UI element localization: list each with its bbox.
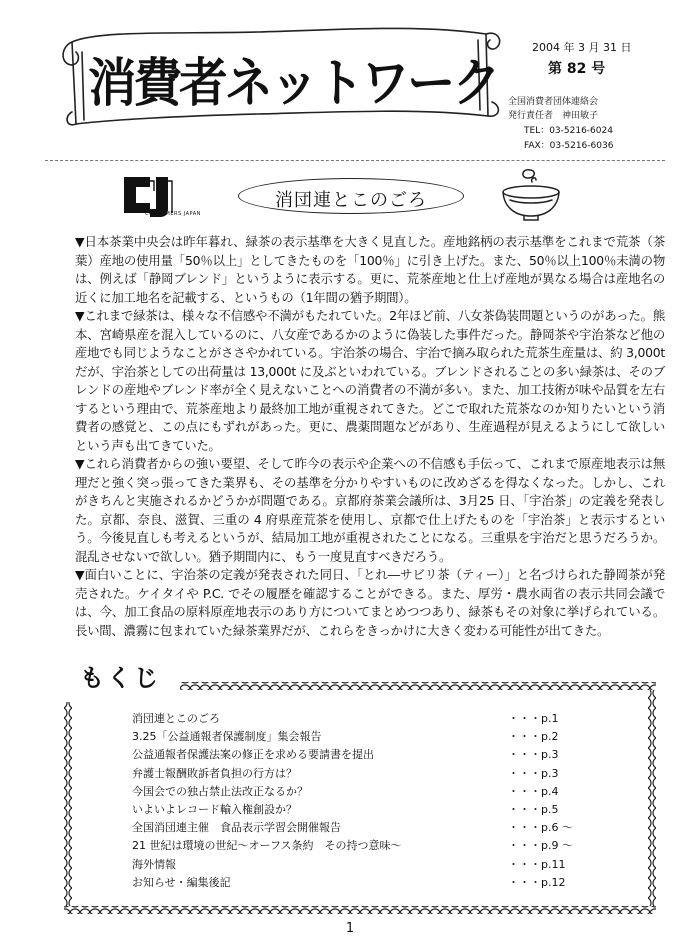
toc-item-title: 21 世紀は環境の世紀～オーフス条約 その持つ意味～ [132, 839, 402, 853]
toc-item-title: 3.25「公益通報者保護制度」集会報告 [132, 730, 322, 744]
page-number: 1 [345, 921, 355, 936]
organization-name: 全国消費者団体連絡会 [508, 97, 599, 107]
toc-item-title: 公益通報者保護法案の修正を求める要請書を提出 [132, 748, 374, 762]
telephone: TEL：03-5216-6024 [524, 126, 613, 136]
article-paragraph: ▼面白いことに、宇治茶の定義が発表された同日、「とれ―サビリ茶（ティー）」と名づけられた静岡茶が発売された。ケイタイや P.C. でその履歴を確認することができる。また、厚労・農水両省の表示共同会議では、今、加工食品の原料原産地表示のあり方についてまとめつつあり、緑茶もその対象に挙げられている。長い間、濃霧に包まれていた緑茶業界だが、これらをきっかけに大きく変わる可能性が出てきた。 [75, 567, 665, 638]
toc-item-title: お知らせ・編集後記 [132, 875, 231, 889]
toc-item-page: ・・・p.1 [508, 712, 559, 725]
article-paragraph: ▼日本茶業中央会は昨年暮れ、緑茶の表示基準を大きく見直した。産地銘柄の表示基準をこれまで荒茶（茶葉）産地の使用量「50％以上」としてきたものを「100％」に引き上げた。また、50％以上100％未満の物は、例えば「静岡ブレンド」というように表示する。更に、荒茶産地と仕上げ産地が異なる場合は産地名の近くに加工地名を記載する、というもの（1年間の猶予期間）。 [75, 234, 665, 305]
toc-item-title: いよいよレコード輸入権創設か？ [132, 802, 297, 816]
masthead-title: 消費者ネットワーク [88, 54, 499, 114]
toc-item-page: ・・・p.4 [508, 784, 559, 798]
toc-item[interactable] [132, 785, 572, 803]
teacup-icon [496, 164, 566, 224]
toc-item-page: ・・・p.5 [508, 802, 559, 816]
article-paragraph: ▼これまで緑茶は、様々な不信感や不満がもたれていた。2年ほど前、八女茶偽装問題というのがあった。熊本、宮崎県産を混入しているのに、八女産であるかのように偽装した事件だった。静岡茶や宇治茶など他の産地でも同じようなことがささやかれている。宇治茶の場合、宇治で摘み取られた荒茶生産量は、約 3,000t だが、宇治茶としての出荷量は 13,000t に及ぶといわれている。ブレンドされることの多い緑茶は、そのブレンドの産地やブレンド率が全く見えないことへの消費者の不満が多い。また、加工技術が味や品質を左右するという理由で、荒茶産地より最終加工地が重視されてきた。どこで取れた荒茶なのか知りたいという消費者の感覚と、この点にもずれがあった。更に、農薬問題などがあり、生産過程が見えるようにして欲しいという声も出てきていた。 [75, 308, 665, 453]
toc-item-page: ・・・p.3 [508, 748, 559, 762]
toc-item-title: 全国消団連主催 食品表示学習会開催報告 [132, 821, 341, 835]
logo-subtext: CONSUMERS JAPAN [145, 211, 201, 217]
article-paragraph: ▼これら消費者からの強い要望、そして昨今の表示や企業への不信感も手伝って、これまで原産地表示は無理だと強く突っ張ってきた業界も、その基準を分かりやすいものに改めざるを得なくなった。しかし、これがきちんと実施されるかどうかが問題である。京都府茶業会議所は、3月25 日、「宇治茶」の定義を発表した。京都、奈良、滋賀、三重の 4 府県産荒茶を使用し、京都で仕上げたものを「宇治茶」と表示するという。今後見直しも考えるというが、結局加工地が重視されたことになる。三重県を宇治だと思うだろうか。混乱させないで欲しい。猶予期間内に、もう一度見直すべきだろう。 [75, 456, 665, 564]
toc-item[interactable] [132, 821, 572, 839]
editorial-article [75, 233, 665, 640]
toc-item[interactable] [132, 839, 572, 857]
issue-number: 第 82 号 [548, 61, 606, 77]
divider [45, 160, 665, 161]
toc-item-page: ・・・p.3 [508, 766, 559, 780]
column-heading-text: 消団連とこのごろ [275, 190, 427, 211]
toc-item[interactable] [132, 730, 572, 748]
toc-item[interactable] [132, 712, 572, 730]
toc-item-page: ・・・p.2 [508, 730, 559, 744]
issue-date: 2004 年 3 月 31 日 [532, 41, 632, 54]
toc-item[interactable] [132, 767, 572, 785]
toc-item-page: ・・・p.11 [508, 857, 566, 871]
toc-item[interactable] [132, 803, 572, 821]
toc-item[interactable] [132, 876, 572, 894]
toc-item-page: ・・・p.12 [508, 875, 566, 889]
fax-number: FAX：03-5216-6036 [524, 141, 614, 151]
masthead-banner [58, 12, 504, 138]
toc-item-page: ・・・p.9 ～ [508, 839, 573, 853]
toc-item[interactable] [132, 858, 572, 876]
column-heading [238, 178, 464, 214]
publisher: 発行責任者 神田敏子 [508, 111, 599, 121]
toc-title: もくじ [80, 664, 161, 692]
toc-list [132, 712, 572, 894]
toc-item-page: ・・・p.6 ～ [508, 821, 573, 835]
toc-item-title: 海外情報 [132, 857, 176, 871]
toc-item-title: 弁護士報酬敗訴者負担の行方は？ [132, 766, 297, 780]
toc-item-title: 今国会での独占禁止法改正なるか？ [132, 784, 308, 798]
toc-item[interactable] [132, 748, 572, 766]
toc-item-title: 消団連とこのごろ [132, 712, 220, 725]
